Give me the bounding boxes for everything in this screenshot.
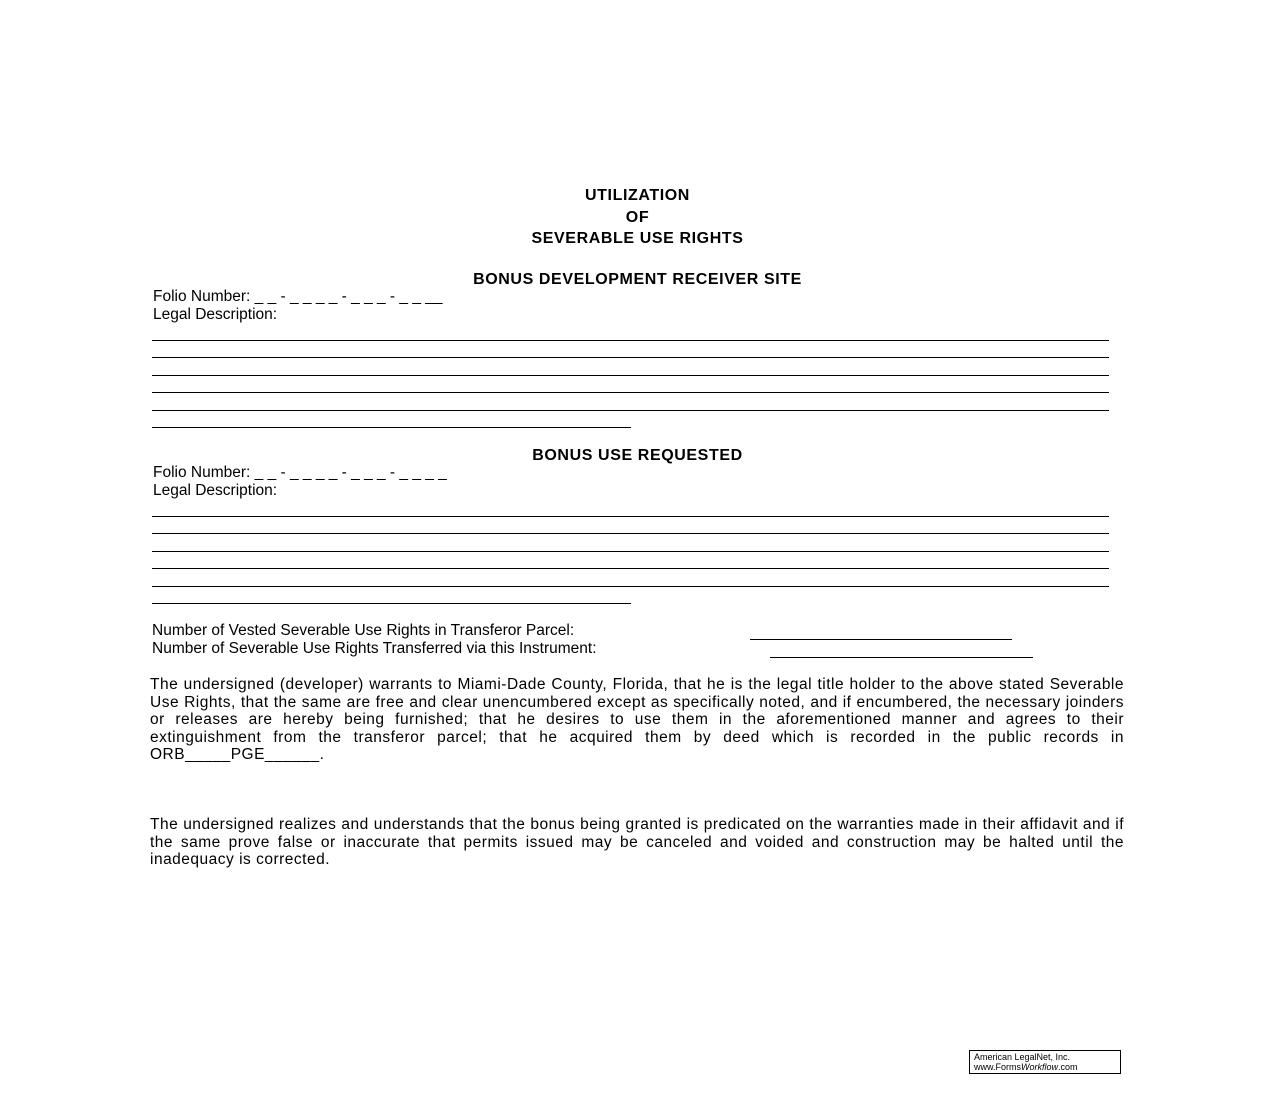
receiver-legal-line-5[interactable] bbox=[152, 410, 1109, 411]
receiver-legal-description-label: Legal Description: bbox=[153, 306, 278, 323]
receiver-legal-line-3[interactable] bbox=[152, 375, 1109, 376]
transferred-rights-label: Number of Severable Use Rights Transferred via this Instrument: bbox=[152, 640, 597, 657]
vested-rights-field[interactable] bbox=[750, 639, 1012, 640]
bonus-use-folio-number[interactable]: Folio Number: _ _ - _ _ _ _ - _ _ _ - _ _ _ _ bbox=[153, 464, 447, 481]
document-title-line-3: SEVERABLE USE RIGHTS bbox=[531, 230, 744, 247]
warranty-paragraph: The undersigned (developer) warrants to Miami-Dade County, Florida, that he is the legal title holder to the above stated Severable Use Rights, that the same are free and clear unencumbered except as specifically noted, and if encumbered, the necessary joinders or releases are hereby being furnished; that he desires to use them in the aforementioned manner and agrees to their extinguishment from the transferor parcel; that he acquired them by deed which is recorded in the public records in ORB_____PGE______. bbox=[150, 676, 1124, 764]
bonus-use-legal-description-label: Legal Description: bbox=[153, 482, 278, 499]
bonus-use-legal-line-4[interactable] bbox=[152, 568, 1109, 569]
bonus-use-heading: BONUS USE REQUESTED bbox=[532, 447, 743, 464]
document-title-line-2: OF bbox=[625, 209, 650, 226]
receiver-legal-line-6[interactable] bbox=[152, 427, 631, 428]
footer-url: www.FormsWorkflow.com bbox=[974, 1062, 1078, 1072]
bonus-use-legal-line-1[interactable] bbox=[152, 516, 1109, 517]
receiver-folio-number[interactable]: Folio Number: _ _ - _ _ _ _ - _ _ _ - _ _ __ bbox=[153, 288, 443, 305]
bonus-use-legal-line-6[interactable] bbox=[152, 603, 631, 604]
document-title-line-1: UTILIZATION bbox=[585, 187, 690, 204]
bonus-use-legal-line-5[interactable] bbox=[152, 586, 1109, 587]
receiver-legal-line-1[interactable] bbox=[152, 340, 1109, 341]
footer-company: American LegalNet, Inc. bbox=[974, 1052, 1071, 1062]
acknowledgement-paragraph: The undersigned realizes and understands that the bonus being granted is predicated on the warranties made in their affidavit and if the same prove false or inaccurate that permits issued may be canceled and voided and construction may be halted until the inadequacy is corrected. bbox=[150, 816, 1124, 869]
receiver-site-heading: BONUS DEVELOPMENT RECEIVER SITE bbox=[473, 271, 802, 288]
footer-stamp bbox=[969, 1050, 1121, 1074]
receiver-legal-line-4[interactable] bbox=[152, 392, 1109, 393]
bonus-use-legal-line-3[interactable] bbox=[152, 551, 1109, 552]
receiver-legal-line-2[interactable] bbox=[152, 357, 1109, 358]
vested-rights-label: Number of Vested Severable Use Rights in Transferor Parcel: bbox=[152, 622, 575, 639]
bonus-use-legal-line-2[interactable] bbox=[152, 533, 1109, 534]
transferred-rights-field[interactable] bbox=[770, 657, 1033, 658]
